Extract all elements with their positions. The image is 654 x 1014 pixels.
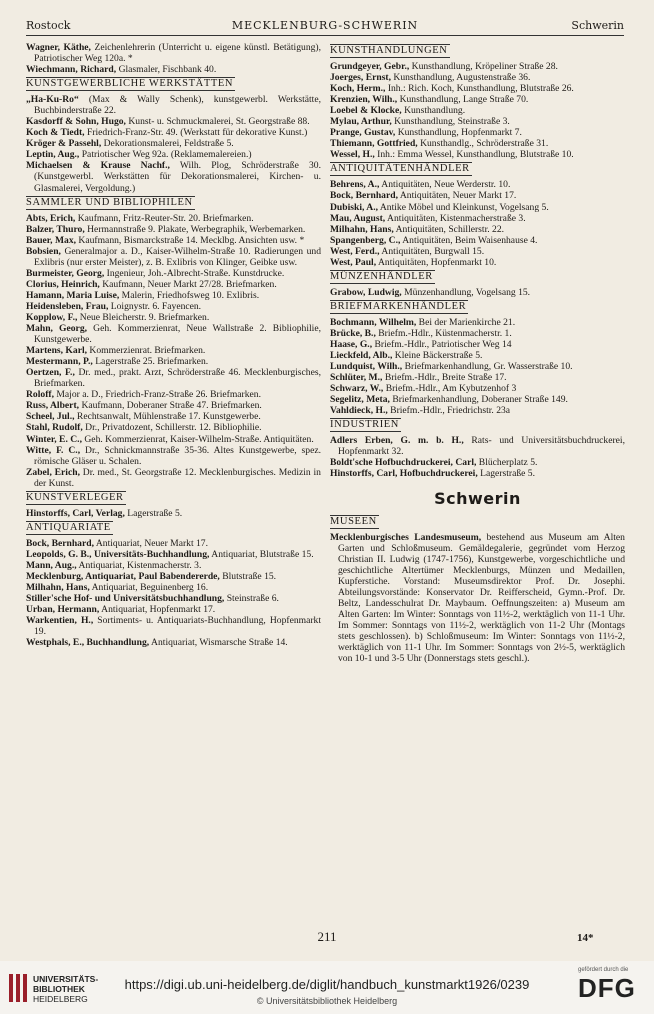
directory-entry xyxy=(26,400,321,411)
entry-name: Mann, Aug., xyxy=(26,559,77,571)
directory-entry xyxy=(26,538,321,549)
directory-entry xyxy=(330,257,625,268)
directory-entry xyxy=(330,328,625,339)
entry-name: Hinstorffs, Carl, Verlag, xyxy=(26,507,125,519)
entry-name: Joerges, Ernst, xyxy=(330,72,392,84)
entry-name: Stahl, Rudolf, xyxy=(26,422,83,434)
header-rule xyxy=(26,35,624,36)
entry-name: Leopolds, G. B., Universitäts-Buchhandlung, xyxy=(26,548,210,560)
section-heading: SAMMLER UND BIBLIOPHILEN xyxy=(26,196,193,208)
entry-details: Generalmajor a. D., Kaiser-Wilhelm-Straße 10. Radierungen und Exlibris (nur erster Meister), z. B. Exlibris von Klinger, Geibke usw. xyxy=(34,245,321,268)
directory-entry xyxy=(330,235,625,246)
directory-entry xyxy=(26,389,321,400)
entry-details: Major a. D., Friedrich-Franz-Straße 26. Briefmarken. xyxy=(53,389,261,401)
directory-entry xyxy=(330,61,625,72)
entry-details: Neue Bleicherstr. 9. Briefmarken. xyxy=(77,311,210,323)
directory-entry xyxy=(330,532,625,665)
entry-name: Oertzen, F., xyxy=(26,367,75,379)
entry-name: Zabel, Erich, xyxy=(26,466,80,478)
entry-details: Bei der Marienkirche 21. xyxy=(416,316,516,328)
directory-entry xyxy=(26,160,321,193)
permalink-url[interactable]: https://digi.ub.uni-heidelberg.de/diglit/handbuch_kunstmarkt1926/0239 xyxy=(124,977,530,992)
directory-entry xyxy=(330,361,625,372)
directory-entry xyxy=(26,64,321,75)
entry-details: Sortiments- u. Antiquariats-Buchhandlung, Hopfenmarkt 19. xyxy=(34,615,321,638)
entry-details: Blutstraße 15. xyxy=(219,570,277,582)
entry-name: Adlers Erben, G. m. b. H., xyxy=(330,435,464,447)
entry-name: Mestermann, P., xyxy=(26,356,93,368)
entry-details: Antiquitäten, Schillerstr. 22. xyxy=(393,223,505,235)
entry-details: Lagerstraße 25. Briefmarken. xyxy=(92,356,209,368)
section-heading: MÜNZENHÄNDLER xyxy=(330,270,433,282)
entry-name: Warkentien, H., xyxy=(26,615,94,627)
directory-entry xyxy=(26,323,321,345)
entry-name: Roloff, xyxy=(26,389,54,401)
entry-details: Steinstraße 6. xyxy=(224,593,279,605)
directory-entry xyxy=(330,383,625,394)
entry-details: Antiquitäten, Kistenmacherstraße 3. xyxy=(385,212,526,224)
entry-name: Loebel & Klocke, xyxy=(330,105,402,117)
entry-details: Kunsthandlung, Kröpeliner Straße 28. xyxy=(409,61,558,72)
entry-name: Koch & Tiedt, xyxy=(26,127,85,139)
entry-details: Briefm.-Hdlr., Patriotischer Weg 14 xyxy=(372,338,512,350)
directory-entry xyxy=(26,560,321,571)
entry-details: Loignystr. 6. Fayencen. xyxy=(108,300,202,312)
entry-details: Antiquitäten, Neue Werderstr. 10. xyxy=(379,179,511,191)
entry-name: Dubiski, A., xyxy=(330,201,378,213)
entry-name: Martens, Karl, xyxy=(26,345,88,357)
directory-entry xyxy=(26,301,321,312)
entry-details: Briefm.-Hdlr., Friedrichstr. 23a xyxy=(387,405,511,417)
entry-details: Antiquitäten, Burgwall 15. xyxy=(379,245,485,257)
directory-entry xyxy=(26,94,321,116)
entry-name: Lundquist, Wilh., xyxy=(330,361,403,373)
directory-entry xyxy=(330,138,625,149)
directory-entry xyxy=(26,593,321,604)
page-number: 211 xyxy=(317,929,337,944)
entry-name: Heidensleben, Frau, xyxy=(26,300,109,312)
entry-name: Mahn, Georg, xyxy=(26,323,88,335)
entry-name: Mau, August, xyxy=(330,212,386,224)
directory-entry xyxy=(26,116,321,127)
entry-name: Balzer, Thuro, xyxy=(26,223,85,235)
directory-entry xyxy=(26,637,321,648)
section-heading: ANTIQUITÄTENHÄNDLER xyxy=(330,163,470,175)
entry-name: Prange, Gustav, xyxy=(330,127,396,139)
entry-name: Haase, G., xyxy=(330,338,373,350)
directory-entry xyxy=(26,224,321,235)
entry-details: Glasmaler, Fischbank 40. xyxy=(116,64,217,76)
entry-name: Behrens, A., xyxy=(330,179,380,191)
entry-details: Münzenhandlung, Vogelsang 15. xyxy=(401,286,531,298)
entry-details: Dr., Privatdozent, Schillerstr. 12. Bibliophilie. xyxy=(82,422,262,434)
entry-details: Friedrich-Franz-Str. 49. (Werkstatt für dekorative Kunst.) xyxy=(84,127,308,139)
entry-details: Briefmarkenhandlung, Gr. Wasserstraße 10. xyxy=(402,361,573,373)
entry-details: Kunsthandlung, Augustenstraße 36. xyxy=(391,72,531,84)
entry-name: Brücke, B., xyxy=(330,327,376,339)
entry-name: Thiemann, Gottfried, xyxy=(330,138,418,150)
directory-entry xyxy=(330,83,625,94)
entry-details: Kaufmann, Bismarckstraße 14. Mecklbg. Ansichten usw. * xyxy=(76,234,305,246)
entry-name: Milhahn, Hans, xyxy=(330,223,394,235)
entry-details: Antiquariat, Blutstraße 15. xyxy=(209,548,314,560)
entry-name: Hinstorffs, Carl, Hofbuchdruckerei, xyxy=(330,468,478,480)
entry-details: Antiquariat, Hopfenmarkt 17. xyxy=(99,604,216,616)
directory-entry xyxy=(26,604,321,615)
entry-name: Krenzien, Wilh., xyxy=(330,94,398,106)
entry-name: Wiechmann, Richard, xyxy=(26,64,117,76)
entry-details: Inh.: Rich. Koch, Kunsthandlung, Blutstraße 26. xyxy=(385,83,574,95)
section-heading: BRIEFMARKENHÄNDLER xyxy=(330,300,467,312)
directory-entry xyxy=(330,246,625,257)
entry-details: Briefm.-Hdlr., Küstenmacherstr. 1. xyxy=(375,327,512,339)
entry-name: Urban, Hermann, xyxy=(26,604,100,616)
entry-name: Boldt'sche Hofbuchdruckerei, Carl, xyxy=(330,457,477,469)
entry-details: Kunsthandlung, Steinstraße 3. xyxy=(391,116,510,128)
entry-details: Lagerstraße 5. xyxy=(124,507,183,519)
directory-entry xyxy=(26,582,321,593)
entry-name: Bobsien, xyxy=(26,245,61,257)
entry-details: Inh.: Emma Wessel, Kunsthandlung, Blutstraße 10. xyxy=(374,149,574,161)
entry-name: Bauer, Max, xyxy=(26,234,77,246)
directory-entry xyxy=(330,105,625,116)
entry-name: Spangenberg, C., xyxy=(330,234,401,246)
entry-details: Malerin, Friedhofsweg 10. Exlibris. xyxy=(119,289,260,301)
entry-name: Grundgeyer, Gebr., xyxy=(330,61,410,72)
entry-name: Bock, Bernhard, xyxy=(26,537,94,549)
entry-name: Burmeister, Georg, xyxy=(26,267,105,279)
entry-details: Antiquariat, Kistenmacherstr. 3. xyxy=(76,559,202,571)
directory-entry xyxy=(26,279,321,290)
directory-entry xyxy=(26,246,321,268)
entry-details: Dr. med., St. Georgstraße 12. Mecklenburgisches. Medizin in der Kunst. xyxy=(34,466,321,489)
entry-details: Rats- und Universitätsbuchdruckerei, Hopfenmarkt 32. xyxy=(338,435,625,458)
entry-details: Antiquitäten, Hopfenmarkt 10. xyxy=(376,256,497,268)
directory-entry xyxy=(26,422,321,433)
directory-entry xyxy=(26,615,321,637)
entry-name: Michaelsen & Krause Nachf., xyxy=(26,160,170,172)
entry-name: Clorius, Heinrich, xyxy=(26,278,100,290)
entry-details: Dr., Schnickmannstraße 35-36. Altes Kunstgewerbe, spez. römische Gläser u. Schalen. xyxy=(34,444,321,467)
entry-name: Abts, Erich, xyxy=(26,212,76,224)
section-heading: KUNSTGEWERBLICHE WERKSTÄTTEN xyxy=(26,78,234,90)
entry-name: Bochmann, Wilhelm, xyxy=(330,316,417,328)
entry-name: West, Ferd., xyxy=(330,245,380,257)
entry-details: Dekorationsmalerei, Feldstraße 5. xyxy=(101,138,234,150)
section-heading: MUSEEN xyxy=(330,515,377,527)
entry-name: „Ha-Ku-Ro“ xyxy=(26,94,79,106)
library-name: UNIVERSITÄTS- BIBLIOTHEK HEIDELBERG xyxy=(33,974,99,1004)
entry-name: Stiller'sche Hof- und Universitätsbuchhandlung, xyxy=(26,593,225,605)
directory-entry xyxy=(26,549,321,560)
section-heading: ANTIQUARIATE xyxy=(26,521,111,533)
directory-entry xyxy=(26,411,321,422)
header-center: MECKLENBURG-SCHWERIN xyxy=(231,19,419,32)
left-column xyxy=(26,42,321,648)
entry-name: Kasdorff & Sohn, Hugo, xyxy=(26,116,126,128)
directory-entry xyxy=(26,290,321,301)
city-heading: Schwerin xyxy=(434,489,521,509)
entry-name: Schlüter, M., xyxy=(330,372,383,384)
entry-name: Kopplow, F., xyxy=(26,311,78,323)
directory-entry xyxy=(330,94,625,105)
directory-entry xyxy=(330,372,625,383)
entry-details: (Max & Wally Schenk), kunstgewerbl. Werkstätte, Buchbinderstraße 22. xyxy=(34,94,321,117)
directory-entry xyxy=(26,445,321,467)
entry-details: Dr. med., prakt. Arzt, Schröderstraße 46. Mecklenburgisches, Briefmarken. xyxy=(34,367,321,390)
directory-entry xyxy=(330,190,625,201)
entry-details: Kunsthandlung. xyxy=(401,105,466,117)
directory-entry xyxy=(330,457,625,468)
entry-name: Mecklenburgisches Landesmuseum, xyxy=(330,531,482,543)
entry-name: Wagner, Käthe, xyxy=(26,42,91,53)
directory-entry xyxy=(26,149,321,160)
directory-entry xyxy=(26,467,321,489)
entry-details: Hermannstraße 9. Plakate, Werbegraphik, Werbemarken. xyxy=(84,223,306,235)
directory-entry xyxy=(330,350,625,361)
directory-entry xyxy=(26,571,321,582)
entry-name: Westphals, E., Buchhandlung, xyxy=(26,637,150,649)
directory-entry xyxy=(330,179,625,190)
directory-entry xyxy=(330,468,625,479)
entry-details: Briefmarkenhandlung, Doberaner Straße 149. xyxy=(389,394,568,406)
directory-entry xyxy=(330,127,625,138)
directory-entry xyxy=(330,202,625,213)
directory-entry xyxy=(26,213,321,224)
entry-details: Lagerstraße 5. xyxy=(477,468,536,480)
entry-name: Grabow, Ludwig, xyxy=(330,286,402,298)
entry-name: West, Paul, xyxy=(330,256,377,268)
directory-entry xyxy=(330,405,625,416)
entry-name: Scheel, Jul., xyxy=(26,411,75,423)
directory-entry xyxy=(26,345,321,356)
entry-details: Geh. Kommerzienrat, Kaiser-Wilhelm-Straße. Antiquitäten. xyxy=(81,433,314,445)
directory-entry xyxy=(26,235,321,246)
signature-mark: 14* xyxy=(577,932,594,944)
entry-name: Winter, E. C., xyxy=(26,433,82,445)
directory-entry xyxy=(330,394,625,405)
entry-name: Milhahn, Hans, xyxy=(26,581,90,593)
directory-entry xyxy=(330,339,625,350)
entry-details: Kommerzienrat. Briefmarken. xyxy=(87,345,206,357)
directory-entry xyxy=(330,287,625,298)
entry-name: Mylau, Arthur, xyxy=(330,116,392,128)
section-heading: KUNSTHANDLUNGEN xyxy=(330,45,448,56)
entry-details: Antiquariat, Wismarsche Straße 14. xyxy=(149,637,288,649)
directory-entry xyxy=(26,356,321,367)
entry-details: Antiquitäten, Neuer Markt 17. xyxy=(397,190,517,202)
entry-name: Vahldieck, H., xyxy=(330,405,388,417)
entry-details: Patriotischer Weg 92a. (Reklamemalereien.) xyxy=(79,149,252,161)
entry-details: Kleine Bäckerstraße 5. xyxy=(392,349,483,361)
entry-details: Antiquariat, Beguinenberg 16. xyxy=(89,581,209,593)
header-right: Schwerin xyxy=(571,19,624,32)
entry-details: Antiquariat, Neuer Markt 17. xyxy=(93,537,208,549)
entry-details: Briefm.-Hdlr., Breite Straße 17. xyxy=(382,372,507,384)
entry-details: Ingenieur, Joh.-Albrecht-Straße. Kunstdrucke. xyxy=(104,267,285,279)
entry-name: Leptin, Aug., xyxy=(26,149,80,161)
directory-entry xyxy=(330,116,625,127)
entry-details: Kunst- u. Schmuckmalerei, St. Georgstraße 88. xyxy=(125,116,310,128)
directory-entry xyxy=(330,435,625,457)
directory-entry xyxy=(26,127,321,138)
entry-name: Kröger & Passehl, xyxy=(26,138,102,150)
copyright-note: © Universitätsbibliothek Heidelberg xyxy=(256,996,398,1006)
entry-details: Kunsthandlg., Schröderstraße 31. xyxy=(417,138,549,150)
dfg-logo: gefördert durch die DFG xyxy=(578,967,636,1003)
entry-details: Rechtsanwalt, Mühlenstraße 17. Kunstgewerbe. xyxy=(74,411,261,423)
entry-name: Russ, Albert, xyxy=(26,400,80,412)
directory-entry xyxy=(26,508,321,519)
directory-entry xyxy=(26,367,321,389)
entry-details: Blücherplatz 5. xyxy=(476,457,538,469)
entry-name: Koch, Herm., xyxy=(330,83,386,95)
entry-name: Segelitz, Meta, xyxy=(330,394,390,406)
directory-entry xyxy=(330,149,625,160)
section-heading: KUNSTVERLEGER xyxy=(26,491,124,503)
entry-name: Hamann, Maria Luise, xyxy=(26,289,120,301)
entry-name: Schwarz, W., xyxy=(330,383,384,395)
entry-details: Geh. Kommerzienrat, Neue Wallstraße 2. Bibliophilie, Kunstgewerbe. xyxy=(34,323,321,346)
entry-details: bestehend aus Museum am Alten Garten und Schloßmuseum. Gemäldegalerie, gegründet vom Herzog Christian II. Ludwig (1747-1756), Kunstgewerbe, vorgeschichtliche und geschichtliche Altertümer Mecklenburgs, Münzen und Medaillen, Kupferstiche. Vorstand: Museumsdirektor Prof. Dr. Josephi. Abteilungsvorstände: Konservator Dr. Reifferscheid, Gymn.-Prof. Dr. Beltz, Landesschulrat Dr. Maybaum. Oeffnungszeiten: a) Museum am Alten Garten: Im Winter: Sonntags von 11½-2, werktäglich von 11-1 Uhr. Im Sommer: Sonntags von 11½-2, werktäglich von 11-2 Uhr (Montags stets geschlossen). b) Schloßmuseum: Im Winter: Sonntags von 11½-2, werktäglich von 11-1 Uhr. Im Sommer: Sonntags von 2½-5, werktäglich von 10-1 und 3-5 Uhr (Donnerstags stets geschl.). xyxy=(338,531,625,665)
entry-name: Lieckfeld, Alb., xyxy=(330,349,393,361)
entry-details: Kaufmann, Neuer Markt 27/28. Briefmarken. xyxy=(99,278,277,290)
directory-entry xyxy=(330,317,625,328)
entry-name: Wessel, H., xyxy=(330,149,375,161)
entry-details: Antike Möbel und Kleinkunst, Vogelsang 5. xyxy=(378,201,549,213)
entry-name: Mecklenburg, Antiquariat, Paul Babendererde, xyxy=(26,570,220,582)
header-left: Rostock xyxy=(26,19,71,32)
right-column xyxy=(330,42,625,664)
entry-details: Kunsthandlung, Lange Straße 70. xyxy=(397,94,529,106)
entry-details: Wilh. Plog, Schröderstraße 30. (Kunstgewerbl. Werkstätten für Dekorationsmalerei, Kirchen- u. Glasmalerei, Vergoldung.) xyxy=(34,160,321,194)
entry-details: Kaufmann, Fritz-Reuter-Str. 20. Briefmarken. xyxy=(75,212,254,224)
entry-details: Zeichenlehrerin (Unterricht u. eigene künstl. Betätigung), Patriotischer Weg 120a. * xyxy=(34,42,322,65)
directory-entry xyxy=(26,138,321,149)
directory-entry xyxy=(330,224,625,235)
viewer-footer xyxy=(0,961,654,1014)
directory-entry xyxy=(26,312,321,323)
directory-entry xyxy=(26,434,321,445)
directory-entry xyxy=(26,42,321,64)
directory-entry xyxy=(26,268,321,279)
entry-name: Witte, F. C., xyxy=(26,444,81,456)
entry-details: Kunsthandlung, Hopfenmarkt 7. xyxy=(395,127,522,139)
directory-entry xyxy=(330,213,625,224)
running-header xyxy=(26,19,624,35)
entry-details: Antiquitäten, Beim Waisenhause 4. xyxy=(400,234,538,246)
entry-details: Kaufmann, Doberaner Straße 47. Briefmarken. xyxy=(79,400,262,412)
entry-details: Briefm.-Hdlr., Am Kybutzenhof 3 xyxy=(383,383,517,395)
section-heading: INDUSTRIEN xyxy=(330,419,399,431)
directory-entry xyxy=(330,72,625,83)
entry-name: Bock, Bernhard, xyxy=(330,190,398,202)
